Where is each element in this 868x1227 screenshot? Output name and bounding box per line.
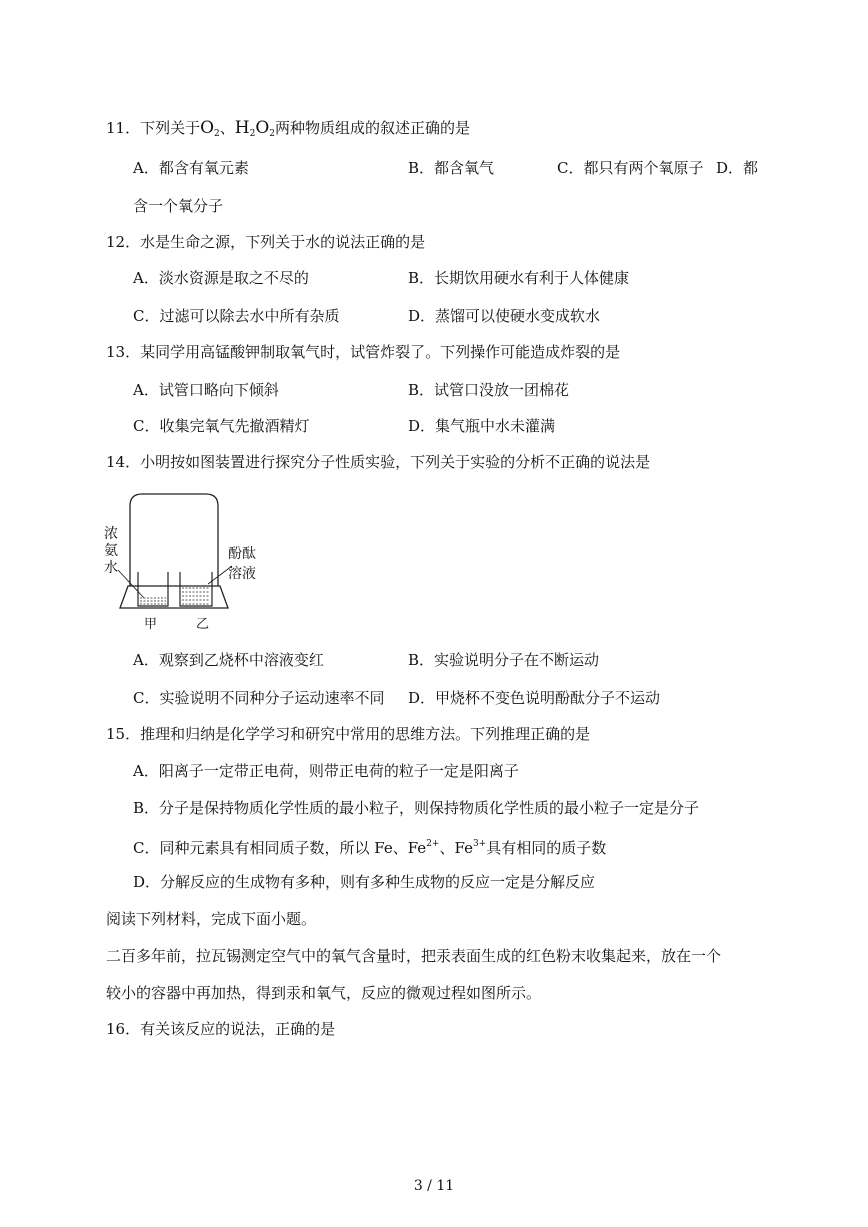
q13-option-b: B．试管口没放一团棉花: [408, 381, 570, 399]
reading-paragraph-line-1: 二百多年前，拉瓦锡测定空气中的氧气含量时，把汞表面生成的红色粉末收集起来，放在一个: [106, 947, 722, 965]
q12-option-b: B．长期饮用硬水有利于人体健康: [408, 269, 630, 287]
q14-option-a: A．观察到乙烧杯中溶液变红: [133, 651, 324, 669]
q15-option-b: B．分子是保持物质化学性质的最小粒子，则保持物质化学性质的最小粒子一定是分子: [133, 799, 700, 817]
q11-option-a: A．都含有氧元素: [133, 159, 249, 177]
label-beaker-b: 乙: [196, 617, 210, 632]
q11-stem: [106, 118, 470, 144]
q16-stem: 16．有关该反应的说法，正确的是: [106, 1020, 336, 1038]
label-ammonia-3: 水: [104, 560, 118, 576]
label-phenolphthalein-2: 溶液: [228, 566, 256, 582]
pointer-ammonia: [118, 570, 144, 598]
molecule-diffusion-apparatus: [100, 486, 260, 636]
q11-option-d: D．都: [716, 159, 759, 177]
q11-option-b: B．都含氧气: [408, 159, 495, 177]
formula-h2o2: $H_2O_2$: [234, 118, 276, 139]
q14-option-d: D．甲烧杯不变色说明酚酞分子不运动: [408, 689, 661, 707]
q14-stem: 14．小明按如图装置进行探究分子性质实验，下列关于实验的分析不正确的说法是: [106, 453, 651, 471]
beaker-a: [138, 572, 168, 606]
q15-option-c: C．同种元素具有相同质子数，所以 Fe、$Fe^{2+}$、$Fe^{3+}$具有相同的质子数: [133, 839, 607, 857]
q15-option-d: D．分解反应的生成物有多种，则有多种生成物的反应一定是分解反应: [133, 873, 596, 891]
reading-paragraph-line-2: 较小的容器中再加热，得到汞和氧气，反应的微观过程如图所示。: [106, 984, 542, 1002]
q15-option-a: A．阳离子一定带正电荷，则带正电荷的粒子一定是阳离子: [133, 762, 519, 780]
q12-option-d: D．蒸馏可以使硬水变成软水: [408, 307, 601, 325]
q14-option-b: B．实验说明分子在不断运动: [408, 651, 600, 669]
q13-option-c: C．收集完氧气先撤酒精灯: [133, 417, 310, 435]
beaker-b: [180, 572, 212, 606]
q11-option-c: C．都只有两个氧原子: [557, 159, 704, 177]
q11-option-d-continued: 含一个氧分子: [133, 197, 224, 215]
reading-intro: 阅读下列材料，完成下面小题。: [106, 910, 317, 928]
label-ammonia-1: 浓: [104, 526, 118, 542]
q15-stem: 15．推理和归纳是化学学习和研究中常用的思维方法。下列推理正确的是: [106, 725, 591, 743]
q12-option-c: C．过滤可以除去水中所有杂质: [133, 307, 340, 325]
q13-option-d: D．集气瓶中水未灌满: [408, 417, 556, 435]
q12-option-a: A．淡水资源是取之不尽的: [133, 269, 309, 287]
label-phenolphthalein-1: 酚酞: [228, 546, 256, 562]
q14-option-c: C．实验说明不同种分子运动速率不同: [133, 689, 385, 707]
q11-separator: 、: [219, 119, 235, 137]
q11-suffix: 两种物质组成的叙述正确的是: [275, 119, 471, 137]
ion-fe2: $Fe^{2+}$: [407, 839, 440, 857]
q11-prefix: 11．下列关于: [106, 119, 201, 137]
q13-stem: 13．某同学用高锰酸钾制取氧气时，试管炸裂了。下列操作可能造成炸裂的是: [106, 343, 621, 361]
label-beaker-a: 甲: [144, 617, 158, 632]
q13-option-a: A．试管口略向下倾斜: [133, 381, 279, 399]
ion-fe3: $Fe^{3+}$: [454, 839, 487, 857]
bell-jar-outline: [130, 494, 218, 586]
q12-stem: 12．水是生命之源，下列关于水的说法正确的是: [106, 233, 426, 251]
page-number: 3 / 11: [413, 1178, 455, 1194]
label-ammonia-2: 氨: [104, 543, 118, 559]
formula-o2: $O_2$: [200, 118, 220, 139]
